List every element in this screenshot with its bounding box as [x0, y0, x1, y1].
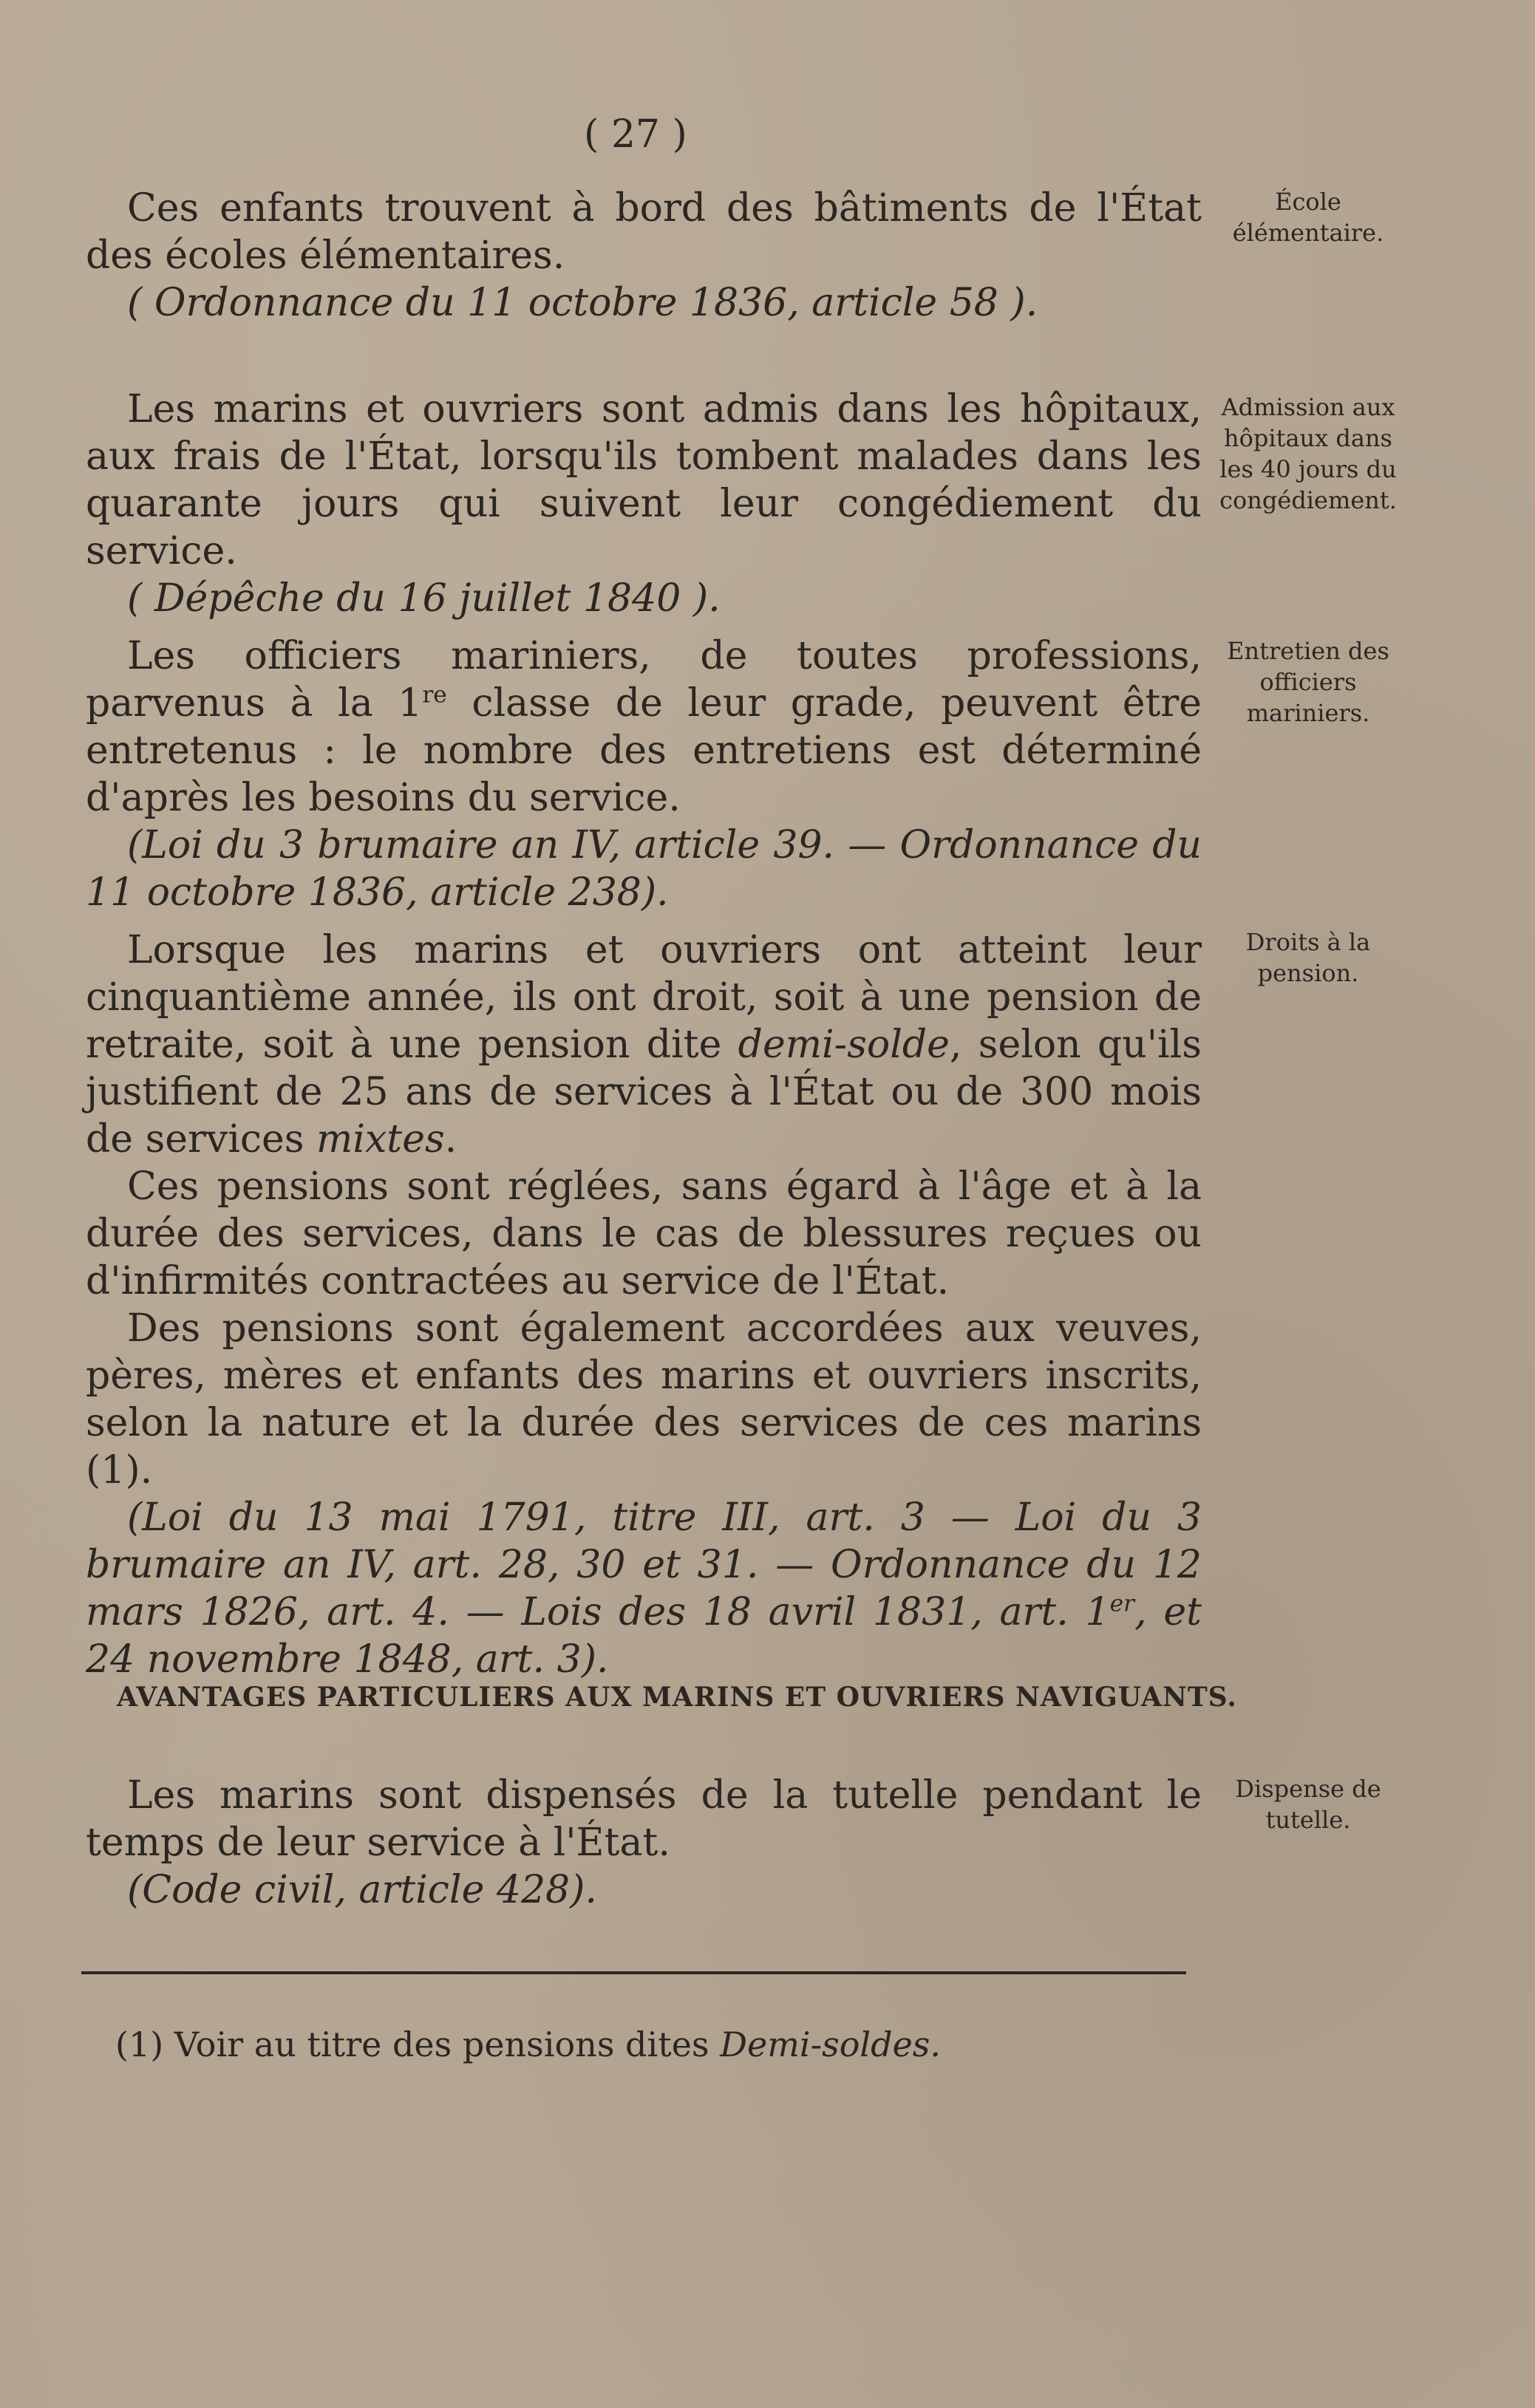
page-number: ( 27 ) — [584, 112, 687, 157]
paragraph-text: Ces pensions sont réglées, sans égard à l'âge et à la durée des services, dans le cas de blessures reçues ou d'infirmités contractées au service de l'État. — [86, 1164, 1202, 1303]
paragraph-text: Ces enfants trouvent à bord des bâtiments de l'État des écoles élémentaires. — [86, 186, 1202, 278]
paragraph-text: Des pensions sont également accordées aux veuves, pères, mères et enfants des marins et ouvriers inscrits, selon la nature et la durée des services de ces marins (1). — [86, 1306, 1202, 1493]
paragraph-ecoles — [86, 185, 1202, 327]
paragraph-tutelle — [86, 1772, 1202, 1914]
paragraph-text: Les officiers mariniers, de toutes professions, parvenus à la 1re classe de leur grade, peuvent être entretenus : le nombre des entretiens est déterminé d'après les besoins du service. — [86, 634, 1202, 820]
paragraph-text: Les marins et ouvriers sont admis dans les hôpitaux, aux frais de l'État, lorsqu'ils tombent malades dans les quarante jours qui suivent leur congédiement du service. — [86, 387, 1202, 573]
paragraph-entretien — [86, 632, 1202, 916]
margin-note-admission: Admission aux hôpitaux dans les 40 jours du congédiement. — [1219, 393, 1397, 514]
margin-note-droits: Droits à la pension. — [1245, 928, 1371, 987]
margin-note-dispense: Dispense de tutelle. — [1235, 1775, 1381, 1834]
paragraph-hopitaux — [86, 386, 1202, 622]
margin-note-ecole: École élémentaire. — [1232, 188, 1384, 247]
paragraph-text: Les marins sont dispensés de la tutelle pendant le temps de leur service à l'État. — [86, 1773, 1202, 1865]
citation: ( Dépêche du 16 juillet 1840 ). — [127, 576, 721, 621]
footnote-rule — [81, 1971, 1186, 1974]
footnote: (1) Voir au titre des pensions dites Demi-soldes. — [115, 2025, 942, 2064]
citation: (Loi du 3 brumaire an IV, article 39. — Ordonnance du 11 octobre 1836, article 238). — [86, 823, 1202, 915]
citation: ( Ordonnance du 11 octobre 1836, article 58 ). — [127, 281, 1038, 325]
paragraph-text: Lorsque les marins et ouvriers ont atteint leur cinquantième année, ils ont droit, soit à une pension de retraite, soit à une pension dite demi-solde, selon qu'ils justifient de 25 ans de services à l'État ou de 300 mois de services mixtes. — [86, 928, 1202, 1162]
citation: (Code civil, article 428). — [127, 1868, 597, 1912]
margin-note-entretien: Entretien des officiers mariniers. — [1227, 637, 1389, 727]
paragraph-pension — [86, 927, 1202, 1683]
section-heading: AVANTAGES PARTICULIERS AUX MARINS ET OUVRIERS NAVIGUANTS. — [117, 1682, 1237, 1713]
citation: (Loi du 13 mai 1791, titre III, art. 3 — Loi du 3 brumaire an IV, art. 28, 30 et 31. — Ordonnance du 12 mars 1826, art. 4. — Lois des 18 avril 1831, art. 1er, et 24 novembre 1848, art. 3). — [86, 1495, 1202, 1682]
